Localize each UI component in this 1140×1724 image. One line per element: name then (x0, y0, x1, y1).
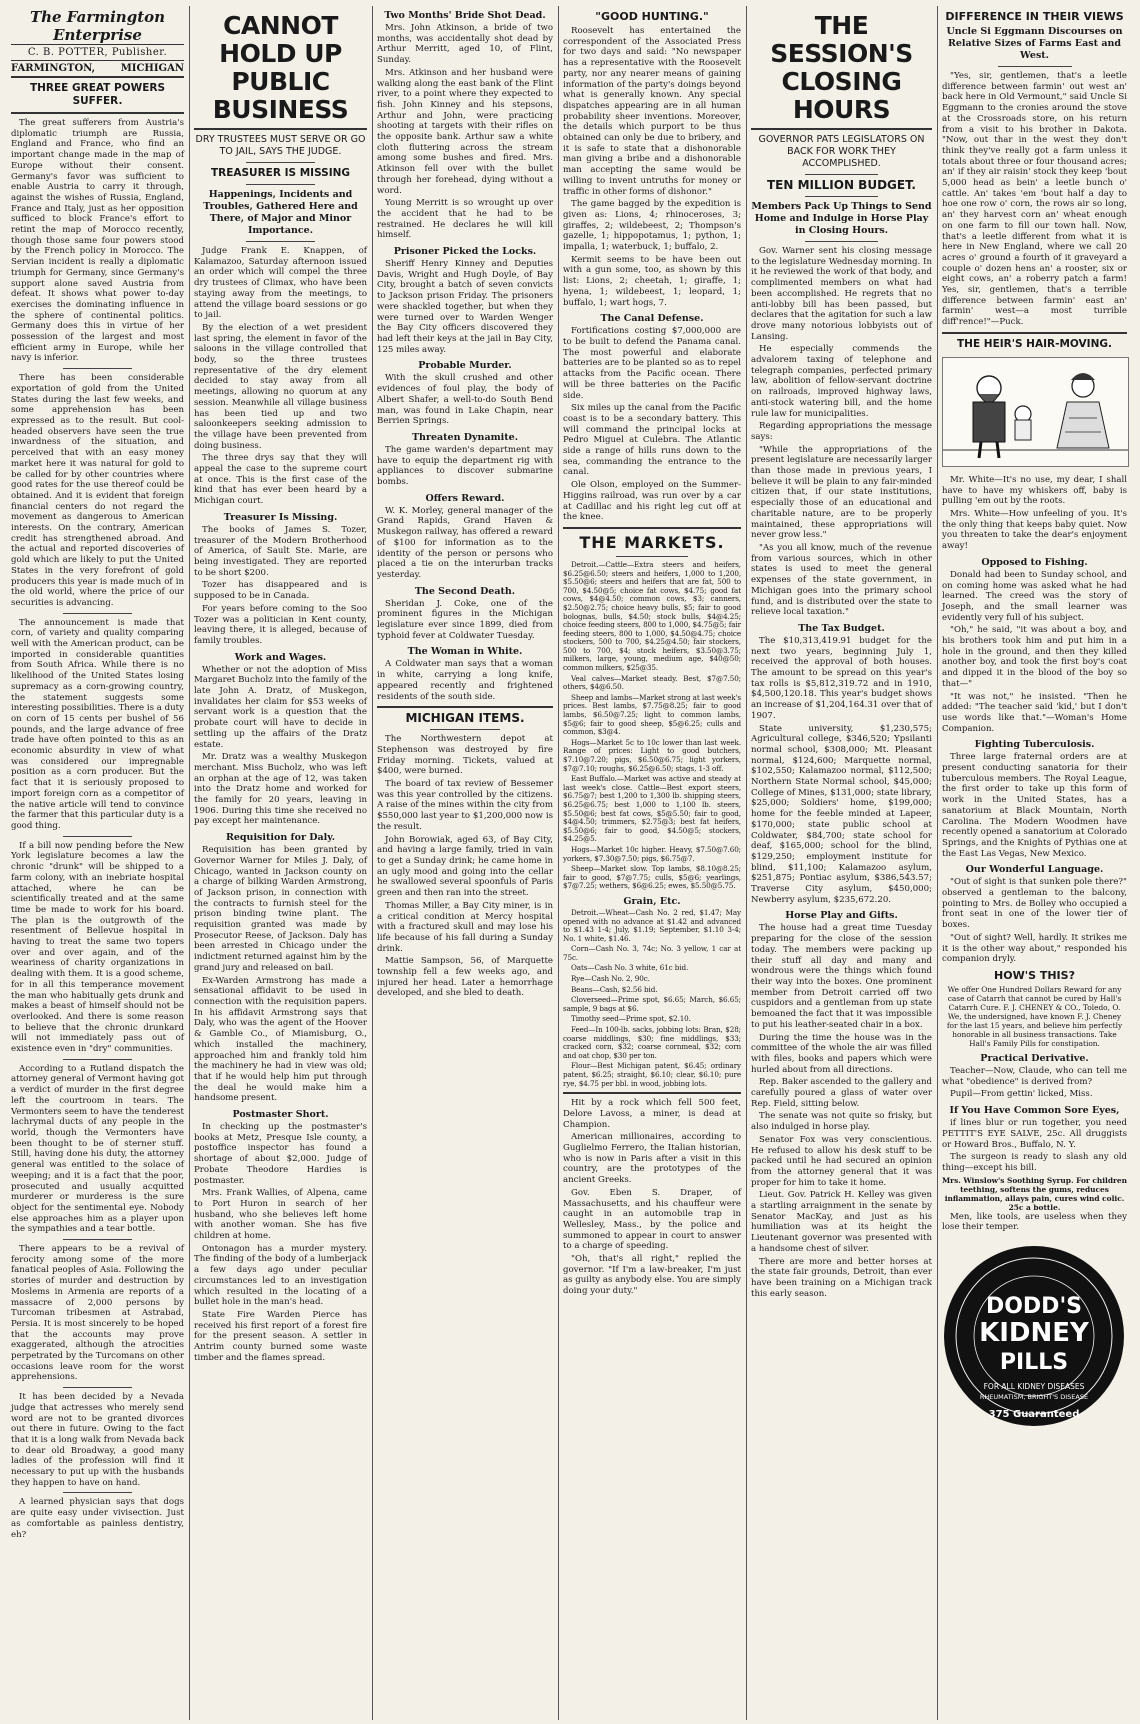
divider (246, 241, 315, 242)
dateline-city: FARMINGTON, (11, 63, 96, 74)
divider (63, 368, 132, 369)
paragraph: "As you all know, much of the revenue from various sources, which in other states is used to meet the general expenses of the state government, in Michigan goes into the primary school fund, and is distributed over the state to relieve local taxation." (751, 542, 932, 618)
subheading: Fighting Tuberculosis. (974, 739, 1095, 751)
column-6 (937, 8, 1132, 1720)
paragraph: The great sufferers from Austria's diplomatic triumph are Russia, England and France, who find an important change made in the map of Europe without their consent. Germany's favor was sufficient to enable Austria to carry it through, against the wishes of Russia, England, France and Italy, just as her opposition sufficed to block France's effort to retint the map of Morocco recently, though those same four powers stood by the French policy in Morocco. The Servian incident is really a diplomatic triumph for Germany, since Germany's support alone saved Austria from defeat. It shows what power to-day exercises the dominating influence in the sphere of continental politics. Germany does this in virtue of her possession of the largest and most efficient army in Europe, while her navy is inferior. (11, 118, 184, 364)
column-2 (189, 8, 372, 1720)
masthead-title: The Farmington Enterprise (11, 8, 184, 45)
subheading: Prisoner Picked the Locks. (393, 246, 537, 258)
dodds-kidney-pills-ad (942, 1241, 1127, 1431)
paragraph: Lieut. Gov. Patrick H. Kelley was given a startling arraignment in the senate by Senator MacKay, and just as his humiliation was at its height the Lieutenant governor was presented with a handsome chest of silver. (751, 1190, 932, 1254)
paragraph: State university, $1,230,575; Agricultural college, $346,520; Ypsilanti normal school, $308,000; Mt. Pleasant normal, $124,600; Marquette normal, $102,550; Kalamazoo normal, $112,500; Northern State Normal school, $45,000; College of Mines, $131,000; state library, $25,000; Soldiers' home, $199,000; home for the feeble minded at Lapeer, $170,000; state public school at Coldwater, $84,700; state school for deaf, $165,000; school for the blind, $129,250; employment institute for blind, $11,100; Kalamazoo asylum, $251,875; Pontiac asylum, $386,543.57; Traverse City asylum, $450,000; Newberry asylum, $235,672.20. (751, 723, 932, 905)
deck: Uncle Si Eggmann Discourses on Relative Sizes of Farms East and West. (946, 26, 1123, 61)
paragraph: Rep. Baker ascended to the gallery and carefully poured a glass of water over Rep. Field, sitting below. (751, 1077, 932, 1109)
divider (63, 836, 132, 837)
paragraph: Mrs. John Atkinson, a bride of two months, was accidentally shot dead by Arthur Merritt, aged 10, of Flint, Sunday. (377, 23, 553, 66)
paragraph: Tozer has disappeared and is supposed to be in Canada. (194, 580, 367, 602)
column-3 (372, 8, 558, 1720)
paragraph: Mattie Sampson, 56, of Marquette township fell a few weeks ago, and injured her head. Later a hemorrhage developed, and she bled to death. (377, 956, 553, 999)
subheading: Threaten Dynamite. (411, 431, 519, 443)
paragraph: A Coldwater man says that a woman in white, carrying a long knife, appeared recently and frightened residents of the south side. (377, 659, 553, 702)
paragraph: The three drys say that they will appeal the case to the supreme court at once. This is the first case of the kind that has ever been heard by a Michigan court. (194, 453, 367, 507)
subheading: Grain, Etc. (623, 895, 681, 907)
market-report: Corn—Cash No. 3, 74c; No. 3 yellow, 1 car at 75c. (563, 944, 741, 962)
syrup-ad: Mrs. Winslow's Soothing Syrup. For children teething, softens the gums, reduces inflammation, allays pain, cures wind colic. 25c a bottle. (942, 1175, 1127, 1212)
dateline-state: MICHIGAN (120, 63, 184, 74)
paragraph: Gov. Eben S. Draper, of Massachusetts, and his chauffeur were caught in an automobile trap in Wellesley, Mass., by the police and summoned to appear in court to answer to a charge of speeding. (563, 1187, 741, 1252)
paragraph: Judge Frank E. Knappen, of Kalamazoo, Saturday afternoon issued an order which will compel the three dry trustees of Climax, who have been staying away from the meetings, to attend the village board sessions or go to jail. (194, 246, 367, 321)
market-report: Timothy seed—Prime spot, $2.10. (571, 1014, 691, 1024)
divider (563, 527, 741, 529)
dodds-guarantee: 375 Guaranteed (988, 1409, 1080, 1421)
article-headline: "GOOD HUNTING." (595, 10, 709, 23)
subheading: The Second Death. (414, 585, 516, 597)
paragraph: if lines blur or run together, you need PETTIT'S EYE SALVE, 25c. All druggists or Howard Bros., Buffalo, N. Y. (942, 1118, 1127, 1150)
main-headline: THE SESSION'S CLOSING HOURS (770, 11, 913, 124)
article-headline: Two Months' Bride Shot Dead. (384, 10, 546, 21)
paragraph: Teacher—Now, Claude, who can tell me what "obedience" is derived from? (942, 1066, 1127, 1087)
section-headline: MICHIGAN ITEMS. (405, 711, 525, 726)
section-headline: THE HEIR'S HAIR-MOVING. (957, 337, 1112, 350)
divider (246, 184, 315, 185)
divider (11, 112, 184, 114)
paragraph: The game bagged by the expedition is given as: Lions, 4; rhinoceroses, 3; giraffes, 2; wildebeest, 2; Thompson's gazelle, 1; hippopotamus, 1; python, 1; impalla, 1; waterbuck, 1; buffalo, 2. (563, 199, 741, 253)
subheading: Offers Reward. (425, 492, 505, 504)
paragraph: Hit by a rock which fell 500 feet, Delore Lavoss, a miner, is dead at Champion. (563, 1098, 741, 1130)
paragraph: By the election of a wet president last spring, the element in favor of the saloons in the village controlled that body, so the three trustees representative of the dry element decided to stay away from all meetings, allowing no quorum at any session. Meanwhile all village business has been tied up and two saloonkeepers seeking admission to the village have been prevented from doing business. (194, 322, 367, 451)
divider (563, 1092, 741, 1094)
market-report: Veal calves—Market steady. Best, $7@7.50; others, $4@6.50. (563, 673, 741, 692)
paragraph: The senate was not quite so frisky, but also indulged in horse play. (751, 1111, 932, 1133)
paragraph: A learned physician says that dogs are quite easy under vivisection. Just as comfortable as painless dentistry, eh? (11, 1497, 184, 1540)
column-5 (746, 8, 937, 1720)
column-4 (558, 8, 746, 1720)
divider (805, 241, 877, 242)
market-report: Cloverseed—Prime spot, $6.65; March, $6.65; sample, 9 bags at $6. (563, 995, 741, 1013)
paragraph: In checking up the postmaster's books at Metz, Presque Isle county, a postoffice inspector has found a shortage of about $2,000. Judge of Probate Theodore Hardies is postmaster. (194, 1122, 367, 1186)
market-report: Hogs—Market 10c higher. Heavy, $7.50@7.60; yorkers, $7.30@7.50; pigs, $6.75@7. (563, 844, 741, 863)
paragraph: Thomas Miller, a Bay City miner, is in a critical condition at Mercy hospital with a fractured skull and may lose his life because of his fall during a Sunday drink. (377, 900, 553, 954)
paragraph: Donald had been to Sunday school, and on coming home was asked what he had learned. The creed was the story of Joseph, and the small learner was evidently very full of his subject. (942, 569, 1127, 623)
paragraph: "Yes, sir, gentlemen, that's a leetle difference between farmin' out west an' back here in Old Vermount," said Uncle Si Eggmann to the cronies around the stove at the Crossroads store, on his return from a visit to his brother in Dakota. "Now, out thar in the west they don't think they've really got a farm unless it totals about three or four thousand acres; an' if they air raisin' stock they keep 'bout 5,000 head as bein' a leetle bunch o' cattle. An' takes 'em 'bout half a day to hoe one row o' corn, the rows air so long, an' they harvest corn an' wheat enough on one farm to fill our town hall. Now, that's a leetle different from what it is here in New England, where we call 20 acres o' ground a fourth of it graveyard a couple o' dozen hens an' a rooster, six or eight cows, an' a roberry patch a farm! Yes, sir, gentlemen, that's a terrible difference between farmin' east an' farmin' west—a most turrible diff'rence!"—Puck. (942, 71, 1127, 328)
article-headline: DIFFERENCE IN THEIR VIEWS (945, 10, 1124, 23)
paragraph: The board of tax review of Bessemer was this year controlled by the citizens. A raise of the mines within the city from $550,000 last year to $1,200,000 now is the result. (377, 779, 553, 832)
paragraph: Ex-Warden Armstrong has made a sensational affidavit to be used in connection with the requisition papers. In his affidavit Armstrong says that Daly, who was the agent of the Hoover & Gamble Co., of Miamisburg, O., which installed the machinery, approached him and frankly told him the machinery he had in view was old; that if he would help him put through the deal he would make him a handsome present. (194, 975, 367, 1104)
dodds-ring-text: FOR ALL KIDNEY DISEASES (983, 1382, 1085, 1392)
paragraph: Requisition has been granted by Governor Warner for Miles J. Daly, of Chicago, wanted in Jackson county on a charge of bilking Warden Armstrong, of Jackson prison, in connection with the contracts to furnish steel for the prison binding twine plant. The requisition granted was made by Prosecutor Reese, of Jackson. Daly has been arrested in Chicago under the indictment returned against him by the grand jury and released on bail. (194, 845, 367, 973)
market-report: Beans—Cash, $2.56 bid. (571, 984, 658, 994)
paragraph: The Northwestern depot at Stephenson was destroyed by fire Friday morning. Tickets, valued at $400, were burned. (377, 734, 553, 777)
dodds-brand-line: DODD'S (985, 1294, 1083, 1320)
paragraph: Mr. Dratz was a wealthy Muskegon merchant. Miss Bucholz, who was left an orphan at the age of 12, was taken into the Dratz home and worked for the family for 20 years, leaving in 1906. During this time she received no pay except her maintenance. (194, 752, 367, 827)
paragraph: The announcement is made that corn, of variety and quality comparing well with the American product, can be imported in considerable quantities from South Africa. While there is no likelihood of the United States losing supremacy as a corn-growing country, the statement suggests some interesting possibilities. There is a duty on corn of 15 cents per bushel of 56 pounds, and the large advance of free trade have often pointed to this as an economic absurdity in view of what was considered our impregnable position as a corn producer. But the fact that it is seriously proposed to import foreign corn as a competitor of the native article will tend to convince the farmer that this particular duty is a good thing. (11, 617, 184, 831)
paragraph: Six miles up the canal from the Pacific coast is to be a secondary battery. This will command the principal locks at Pedro Miguel at Culebra. The Atlantic side a range of hills runs down to the sea, commanding the entrance to the canal. (563, 403, 741, 478)
market-report: Feed—In 100-lb. sacks, jobbing lots: Bran, $28; coarse middlings, $30; fine middlings, $33; cracked corn, $32; coarse cornmeal, $32; corn and oat chop, $30 per ton. (563, 1025, 741, 1060)
subheading: Our Wonderful Language. (965, 864, 1104, 876)
paragraph: W. K. Morley, general manager of the Grand Rapids, Grand Haven & Muskegon railway, has offered a reward of $100 for information as to the identity of the person or persons who placed a tie on the interurban tracks yesterday. (377, 505, 553, 580)
paragraph: John Borowiak, aged 63, of Bay City, and having a large family, tried in vain to get a Sunday drink; he came home in an ugly mood and going into the cellar he swallowed several spoonfuls of Paris green and then ran into the street. (377, 834, 553, 899)
article-headline: THREE GREAT POWERS SUFFER. (29, 82, 166, 107)
divider (63, 613, 132, 614)
section-headline: TREASURER IS MISSING (210, 167, 351, 179)
paragraph: Regarding appropriations the message says: (751, 421, 932, 442)
paragraph: Ole Olson, employed on the Summer-Higgins railroad, was run over by a car at Cadillac and his right leg cut off at the knee. (563, 480, 741, 523)
subheading: Horse Play and Gifts. (785, 910, 898, 922)
paragraph: According to a Rutland dispatch the attorney general of Vermont having got a verdict of murder in the first degree left the courtroom in tears. The Vermonters seem to have the tenderest lachrymal ducts of any people in the world, though the Vermonters have been thought to be of sterner stuff. Still, having done his duty, the attorney general was entitled to the solace of weeping; and it is a fact that the poor, prosecuted and usually acquitted murderer or murderess is the sure object for the sentimental eye. Nobody else approaches him as a player upon the sympathies and a tear bottle. (11, 1063, 184, 1235)
dodds-brand-line: KIDNEY (979, 1318, 1089, 1349)
publisher-line: C. B. POTTER, Publisher. (27, 47, 168, 58)
paragraph: Sheridan J. Coke, one of the prominent figures in the Michigan legislature ever since 1899, died from typhoid fever at Coldwater Tuesday. (377, 598, 553, 641)
divider (805, 196, 877, 197)
divider (805, 174, 877, 175)
dodds-ring-text: RHEUMATISM, BRIGHT'S DISEASE (979, 1393, 1089, 1402)
market-report: East Buffalo.—Market was active and steady at last week's close. Cattle—Best export steers, $6.75@7; best 1,200 to 1,300 lb. shipping steers, $6.25@6.75; best 1,000 to 1,100 lb. steers, $5.50@6; best fat cows, $5@5.50; fair to good, $4@4.50; trimmers, $2.75@3; best fat heifers, $5.50@6; fair to good, $4.50@5; stockers, $4.25@5. (563, 774, 741, 844)
cartoon-illustration (942, 357, 1129, 467)
paragraph: The game warden's department may have to equip the department rig with appliances to discover submarine bombs. (377, 444, 553, 488)
markets-title: THE MARKETS. (579, 532, 725, 552)
paragraph: There appears to be a revival of ferocity among some of the more fanatical peoples of Asia. Following the stories of murder and destruction by Moslems in Armenia are reports of a massacre of 2,000 persons by Turcoman tribesmen at Astrabad, Persia. It is most sincerely to be hoped that the accounts may prove exaggerated, although the atrocities perpetrated by the Turcomans on other occasions leave room for the worst apprehensions. (11, 1244, 184, 1383)
paragraph: There has been considerable exportation of gold from the United States during the last few weeks, and some apprehension has been expressed as to the result. But cool-headed observers have seen the true inwardness of the situation, and perceived that with an easy money market here it was natural for gold to be called for by other countries where good rates for the use thereof could be obtained. And it is evident that foreign financial centers do not regard the movement as dangerous to American interests. On the contrary, American credit has strengthened abroad. And the actual and reported discoveries of gold which are likely to put the United States in the very forefront of gold producers this year is made much of in the old world, where the price of our securities is advancing. (11, 373, 184, 608)
paragraph: "While the appropriations of the present legislature are necessarily larger than those made in previous years, I believe it will be plain to any fair-minded citizen that, if our state institutions, especially those of an educational and charitable nature, are to be properly maintained, these appropriations will never grow less." (751, 444, 932, 541)
sub-headline: GOVERNOR PATS LEGISLATORS ON BACK FOR WORK THEY ACCOMPLISHED. (758, 134, 925, 169)
paragraph: State Fire Warden Pierce has received his first report of a forest fire for the present season. A settler in Antrim county burned some waste timber and the flames spread. (194, 1309, 367, 1363)
subheading: The Tax Budget. (798, 622, 885, 634)
market-report: Flour—Best Michigan patent, $6.45; ordinary patent, $6.25; straight, $6.10; clear, $6.10; pure rye, $4.75 per bbl. in wood, jobbing lots. (563, 1061, 741, 1088)
divider (616, 556, 687, 557)
paragraph: During the time the house was in the committee of the whole the air was filled with files, books and papers which were hurled about from all directions. (751, 1032, 932, 1075)
main-headline: CANNOT HOLD UP PUBLIC BUSINESS (212, 11, 349, 124)
divider (377, 706, 553, 708)
divider (998, 66, 1072, 67)
market-report: Oats—Cash No. 3 white, 61c bid. (571, 963, 689, 973)
newspaper-page (6, 0, 1132, 1724)
paragraph: "It was not," he insisted. "Then he added: "The teacher said 'kid,' but I don't use words like that."—Woman's Home Companion. (942, 691, 1127, 734)
divider (246, 162, 315, 163)
paragraph: Mr. White—It's no use, my dear, I shall have to have my whiskers off, baby is pulling 'em out by the roots. (942, 474, 1127, 507)
divider (63, 1492, 132, 1493)
paragraph: "Out of sight? Well, hardly. It strikes me it is the other way about," responded his companion dryly. (942, 932, 1127, 965)
paragraph: Mrs. White—How unfeeling of you. It's the only thing that keeps baby quiet. Now you threaten to take the dear's enjoyment away! (942, 508, 1127, 552)
market-report: Detroit.—Cattle—Extra steers and heifers, $6.25@6.50; steers and heifers, 1,000 to 1,200, $5.50@6; steers and heifers that are fat, 500 to 700, $4.50@5; choice fat cows, $4.75; good fat cows, $4@4.50; common cows, $3; canners, $2.50@2.75; choice heavy bulls, $5; fair to good bolognas, bulls, $4.50; stock bulls, $4@4.25; choice feeding steers, 800 to 1,000, $4.75@5; fair feeding steers, 800 to 1,000, $4.50@4.75; choice stockers, 500 to 700, $4.25@4.50; fair stockers, 500 to 700, $4; stock heifers, $3.50@3.75; milkers, large, young, medium age, $40@50; common milkers, $25@35. (563, 559, 741, 673)
market-report: Sheep—Market slow. Top lambs, $8.10@8.25; fair to good, $7@7.75; culls, $5@6; yearlings, $7@7.25; wethers, $6@6.25; ewes, $5.50@5.75. (563, 864, 741, 891)
ad-headline: HOW'S THIS? (994, 969, 1075, 982)
divider (194, 128, 367, 130)
divider (63, 1059, 132, 1060)
divider (430, 729, 500, 730)
paragraph: "Oh, that's all right," replied the governor. "If I'm a law-breaker, I'm just as guilty as anybody else. You are simply doing your duty." (563, 1254, 742, 1297)
column-1 (6, 8, 189, 1720)
market-report: Hogs—Market 5c to 10c lower than last week. Range of prices: Light to good butchers, $7.10@7.20; pigs, $6.50@6.75; light yorkers, $7@7.10; roughs, $6.25@6.50; stags, 1-3 off. (563, 737, 741, 773)
subheading: The Canal Defense. (600, 313, 704, 325)
paragraph: The surgeon is ready to slash any old thing—except his bill. (942, 1152, 1127, 1173)
divider (751, 128, 932, 130)
subheading: Probable Murder. (418, 360, 512, 372)
sub-headline: DRY TRUSTEES MUST SERVE OR GO TO JAIL, SAYS THE JUDGE. (195, 134, 366, 157)
paragraph: The books of James S. Tozer, treasurer of the Modern Brotherhood of America, of Sault Ste. Marie, are being investigated. They are reported to be short $200. (194, 524, 367, 578)
paragraph: Gov. Warner sent his closing message to the legislature Wednesday morning. In it he reviewed the work of that body, and complimented members on what had been accomplished. He regrets that no anti-lobby bill has been passed, but declares that the agitation for such a law drove many notorious lobbyists out of Lansing. (751, 246, 932, 342)
subheading: Opposed to Fishing. (981, 556, 1088, 568)
paragraph: The house had a great time Tuesday preparing for the close of the session today. The members were packing up their stuff all day and many and wondrous were the things which found their way into the boxes. One prominent member from Detroit carried off two cuspidors and a gentleman from up state bemoaned the fact that it was impossible to put his leather-seated chair in a box. (751, 923, 932, 1030)
paragraph: Kermit seems to be have been out with a gun some, too, as shown by this list: Lions, 2; cheetah, 1; giraffe, 1; hyena, 1; wildebeest, 1; leopard, 1; buffalo, 1; wart hogs, 7. (563, 254, 741, 308)
paragraph: The $10,313,419.91 budget for the next two years, beginning July 1, received the approval of both houses. The amount to be spread on this year's tax rolls is $5,812,319.72 and in 1910, $4,500,120.18. This year's budget shows an increase of $1,204,164.31 over that of 1907. (751, 635, 932, 721)
paragraph: Mrs. Atkinson and her husband were walking along the east bank of the Flint river, to a point where they expected to fish. John Kinney and his stepsons, Arthur and John, were practicing shooting at targets with their rifles on the opposite bank. Arthur saw a white cloth fluttering across the stream among some bushes and fired. Mrs. Atkinson fell over with the bullet through her forehead, dying without a word. (377, 67, 553, 196)
market-report: Detroit.—Wheat—Cash No. 2 red, $1.47; May opened with no advance at $1.42 and advanced to $1.43 1-4; July, $1.19; September, $1.10 3-4; No. 1 white, $1.46. (563, 907, 741, 943)
paragraph: Three large fraternal orders are at present conducting sanatoria for their tuberculous members. The Royal League, the first order to take up this form of work in the United States, has a sanatorium at Black Mountain, North Carolina. The Modern Woodmen have recently opened a sanatorium at Colorado Springs, and the Knights of Pythias one at the East Las Vegas, New Mexico. (942, 752, 1127, 859)
paragraph: Whether or not the adoption of Miss Margaret Bucholz into the family of the late John A. Dratz, of Muskegon, invalidates her claim for $53 weeks of servant work is a question that the probate court will have to decide in settling up the affairs of the Dratz estate. (194, 664, 367, 750)
paragraph: Young Merritt is so wrought up over the accident that he had to be restrained. He declares he will kill himself. (377, 198, 553, 241)
paragraph: There are more and better horses at the state fair grounds, Detroit, than ever have been training on a Michigan track this early season. (751, 1256, 932, 1299)
subheading: Practical Derivative. (980, 1053, 1089, 1064)
section-headline: TEN MILLION BUDGET. (766, 178, 916, 192)
paragraph: Ontonagon has a murder mystery. The finding of the body of a lumberjack a few days ago under peculiar circumstances led to an investigation which resulted in the locating of a bullet hole in the man's head. (194, 1243, 367, 1308)
paragraph: Mrs. Frank Wallies, of Alpena, came to Port Huron in search of her husband, who she believes left home with another woman. She has five children at home. (194, 1188, 367, 1242)
paragraph: Pupil—From gettin' licked, Miss. (950, 1089, 1093, 1100)
paragraph: "Oh," he said, "it was about a boy, and his brothers took him and put him in a hole in the ground, and then they killed another boy, and took the first boy's coat and dipped it in the blood of the boy so that—" (942, 625, 1127, 689)
paragraph: Roosevelt has entertained the correspondent of the Associated Press for two days and said: "No newspaper has a representative with the Roosevelt party, nor any nearer means of gaining information of the party's doings beyond what is generally known. Any special dispatches appearing are in all human probability sheer inventions. Moreover, the details which purport to be thus obtained can only be due to bribery, and it is safe to state that a dishonorable man giving a bribe and a dishonorable man accepting the same would be willing to invent untruths for money or traffic in other forms of dishonor." (563, 26, 741, 197)
paragraph: Men, like tools, are useless when they lose their temper. (942, 1211, 1127, 1233)
dateline (11, 60, 184, 78)
dodds-brand-line: PILLS (999, 1350, 1069, 1376)
deck: Happenings, Incidents and Troubles, Gathered Here and There, of Major and Minor Importance. (203, 189, 358, 236)
subheading: Requisition for Daly. (225, 832, 336, 844)
deck: Members Pack Up Things to Send Home and Indulge in Horse Play in Closing Hours. (751, 201, 932, 236)
paragraph: With the skull crushed and other evidences of foul play, the body of Albert Shafer, a well-to-do South Bend man, was found in Lake Chapin, near Berrien Springs. (377, 373, 553, 427)
paragraph: Fortifications costing $7,000,000 are to be built to defend the Panama canal. The most powerful and elaborate batteries are to be planted so as to repel attacks from the Pacific ocean. There will be three batteries on the Pacific side. (563, 326, 741, 401)
subheading: Postmaster Short. (232, 1109, 329, 1121)
paragraph: If a bill now pending before the New York legislature becomes a law the chronic "drunk" will be shipped to a farm colony, with an inebriate hospital attached, where he can be scientifically treated and at the same time be made to work for his board. The plan is the outgrowth of the resentment of Bellevue hospital in having to treat the same two topers over and over again, and of the weariness of charity organizations in dealing with them. It is a good scheme, for in all this temperance movement the man who habitually gets drunk and makes a beast of himself should not be overlooked. And there is some reason to believe that the chronic drunkard will not immediately pass out of existence even in "dry" communities. (11, 840, 184, 1055)
market-report: Sheep and lambs—Market strong at last week's prices. Best lambs, $7.75@8.25; fair to good lambs, $6.50@7.25; light to common lambs, $5@6; fair to good sheep, $5@6.25; culls and common, $3@4. (563, 692, 741, 737)
divider (63, 1239, 132, 1240)
divider (63, 1387, 132, 1388)
catarrh-ad: We offer One Hundred Dollars Reward for any case of Catarrh that cannot be cured by Hall's Catarrh Cure. F. J. CHENEY & CO., Toledo, O. We, the undersigned, have known F. J. Cheney for the last 15 years, and believe him perfectly honorable in all business transactions. Take Hall's Family Pills for constipation. (946, 985, 1123, 1048)
subheading: The Woman in White. (407, 646, 523, 658)
paragraph: It has been decided by a Nevada judge that actresses who merely send word are not to be granted divorces out there in future. Owing to the fact that it is a long walk from Nevada back to dear old Broadway, a good many ladies of the profession will find it necessary to put up with the husbands they happen to have on hand. (11, 1392, 184, 1488)
paragraph: American millionaires, according to Guglielmo Ferrero, the Italian historian, who is now in Paris after a visit in this country, are the prototypes of the ancient Greeks. (563, 1132, 741, 1186)
subheading: If You Have Common Sore Eyes, (949, 1105, 1120, 1117)
paragraph: For years before coming to the Soo Tozer was a politician in Kent county, leaving there, it is alleged, because of family troubles. (194, 603, 367, 646)
subheading: Work and Wages. (234, 651, 327, 663)
divider (942, 332, 1127, 334)
paragraph: Sheriff Henry Kinney and Deputies Davis, Wright and Hugh Doyle, of Bay City, brought a batch of seven convicts to Jackson prison Friday. The prisoners were shackled together, but when they were turned over to Warden Wenger the Bay City officers discovered they had left their keys at the jail in Bay City, 125 miles away. (377, 259, 553, 355)
paragraph: Senator Fox was very conscientious. He refused to allow his desk stuff to be packed until he had secured an opinion from the attorney general that it was proper for him to take it home. (751, 1134, 932, 1188)
paragraph: He especially commends the advalorem taxing of telephone and telegraph companies, perfected primary law, abolition of fellow-servant doctrine on railroads, improved highway laws, anti-stock watering bill, and the home rule law for municipalities. (751, 344, 932, 419)
market-report: Rye—Cash No. 2, 90c. (571, 974, 650, 984)
paragraph: "Out of sight is that sunken pole there?" observed a gentleman to the balcony, pointing to Mrs. de Bolley who occupied a front seat in one of the lower tier of boxes. (942, 877, 1127, 931)
subheading: Treasurer Is Missing. (223, 511, 338, 523)
